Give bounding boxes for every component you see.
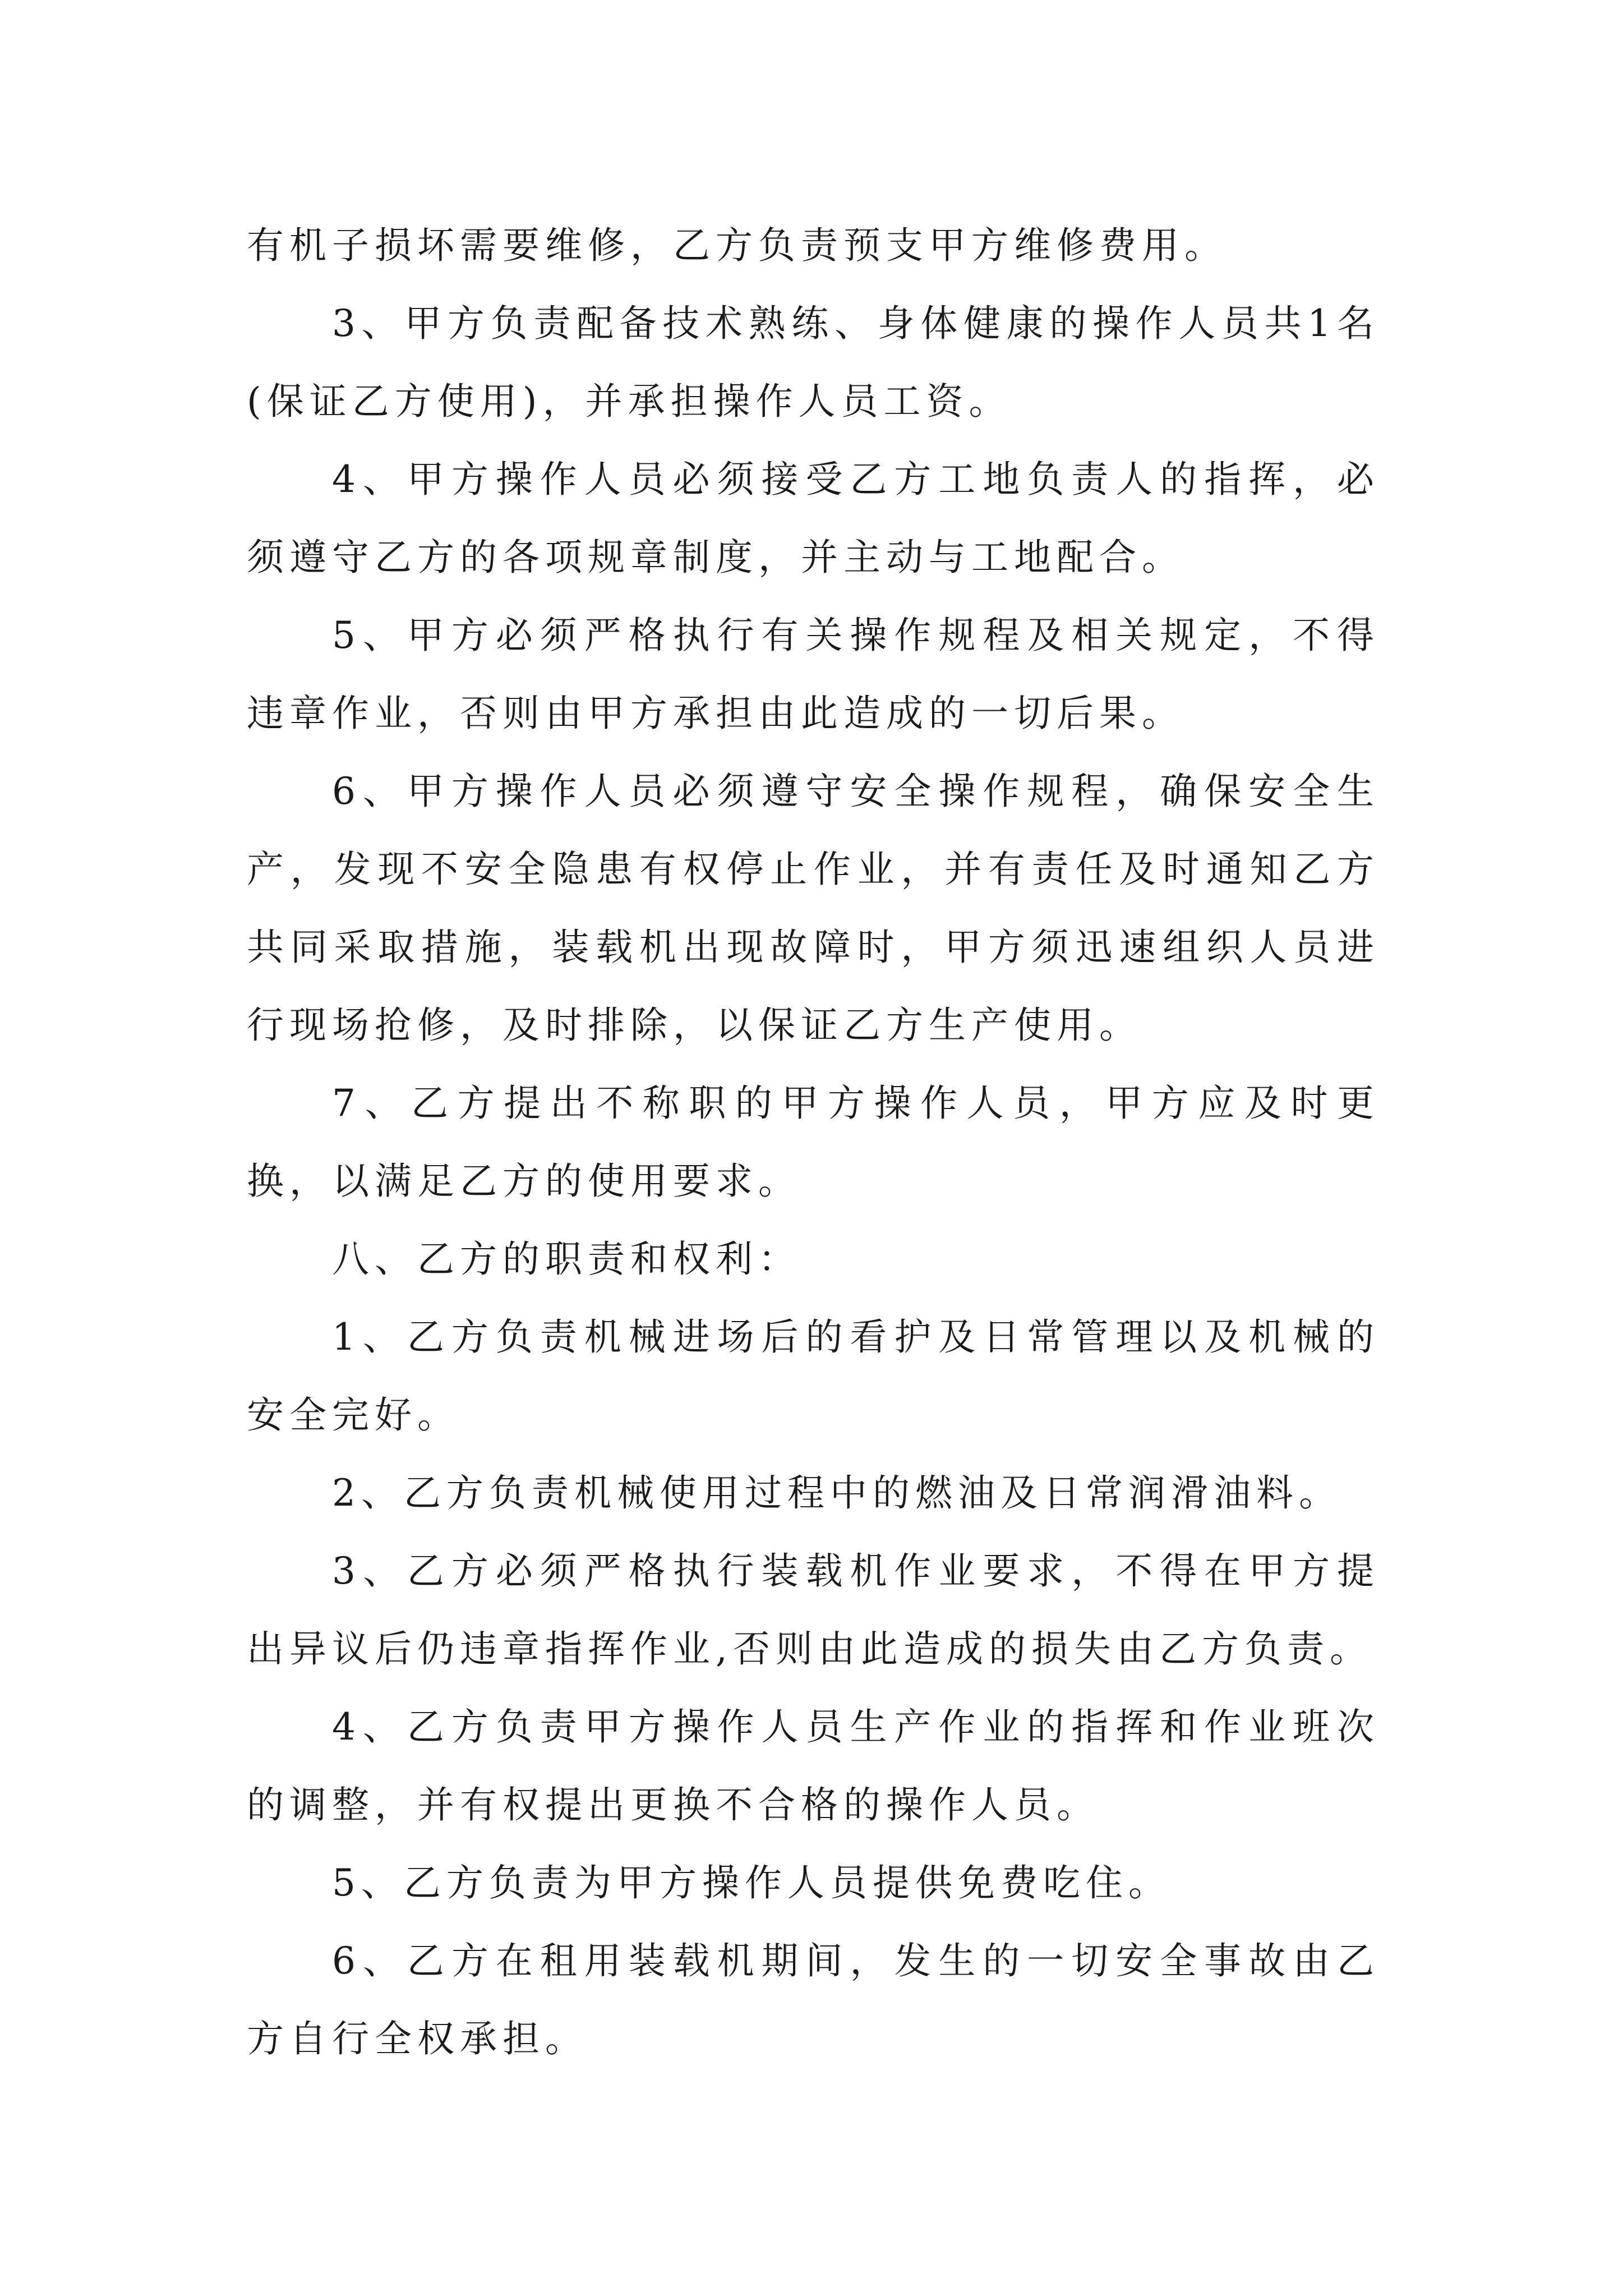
paragraph-b-clause-1-custody: 1、乙方负责机械进场后的看护及日常管理以及机械的安全完好。 — [247, 1315, 1380, 1437]
paragraph-clause-3-operators: 3、甲方负责配备技术熟练、身体健康的操作人员共1名(保证乙方使用)，并承担操作人员工资。 — [247, 302, 1380, 423]
paragraph-clause-5-rules: 5、甲方必须严格执行有关操作规程及相关规定，不得违章作业，否则由甲方承担由此造成的一切后果。 — [247, 614, 1380, 735]
paragraph-b-clause-3-operation: 3、乙方必须严格执行装载机作业要求，不得在甲方提出异议后仍违章指挥作业,否则由此造成的损失由乙方负责。 — [247, 1549, 1380, 1671]
document-body — [247, 206, 1380, 2078]
paragraph-b-clause-4-scheduling: 4、乙方负责甲方操作人员生产作业的指挥和作业班次的调整，并有权提出更换不合格的操作人员。 — [247, 1705, 1380, 1826]
paragraph-b-clause-6-liability: 6、乙方在租用装载机期间，发生的一切安全事故由乙方自行全权承担。 — [247, 1939, 1380, 2060]
paragraph-b-clause-2-fuel: 2、乙方负责机械使用过程中的燃油及日常润滑油料。 — [332, 1471, 1341, 1515]
paragraph-b-clause-5-board: 5、乙方负责为甲方操作人员提供免费吃住。 — [332, 1861, 1171, 1904]
paragraph-continuation: 有机子损坏需要维修，乙方负责预支甲方维修费用。 — [247, 224, 1227, 267]
section-heading-party-b-duties: 八、乙方的职责和权利： — [332, 1237, 801, 1281]
paragraph-clause-6-safety: 6、甲方操作人员必须遵守安全操作规程，确保安全生产，发现不安全隐患有权停止作业，并有责任及时通知乙方共同采取措施，装载机出现故障时，甲方须迅速组织人员进行现场抢修，及时排除，以保证乙方生产使用。 — [247, 770, 1380, 1047]
paragraph-clause-4-command: 4、甲方操作人员必须接受乙方工地负责人的指挥，必须遵守乙方的各项规章制度，并主动与工地配合。 — [247, 458, 1380, 579]
paragraph-clause-7-replacement: 7、乙方提出不称职的甲方操作人员，甲方应及时更换，以满足乙方的使用要求。 — [247, 1082, 1380, 1203]
